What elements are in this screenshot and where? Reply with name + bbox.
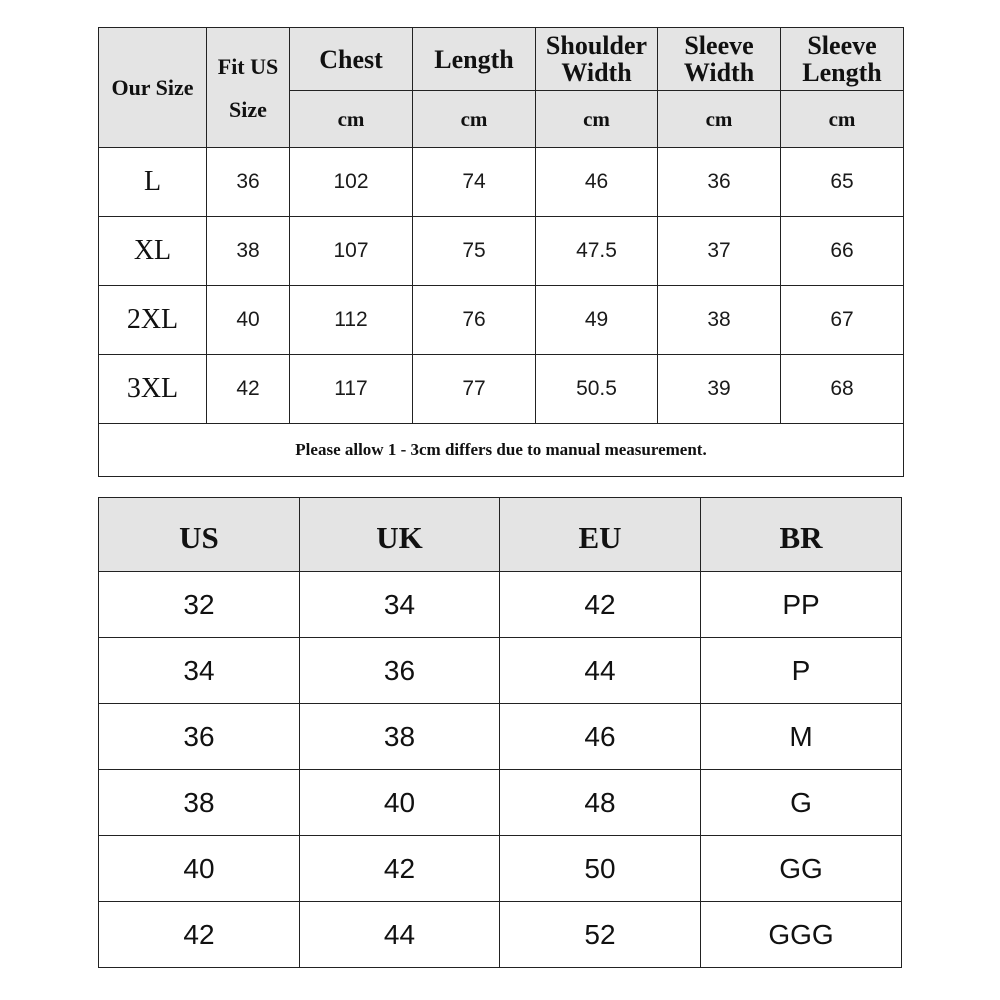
sleeve-width-value: 37 bbox=[658, 217, 781, 286]
br-value: GGG bbox=[701, 902, 902, 968]
sleeve-length-value: 67 bbox=[781, 286, 904, 355]
header-sleeve-length bbox=[781, 28, 904, 91]
fit-us-value: 36 bbox=[207, 148, 290, 217]
shoulder-value: 46 bbox=[536, 148, 658, 217]
header-length: Length bbox=[413, 28, 536, 91]
unit-sleeve-length: cm bbox=[781, 91, 904, 148]
uk-value: 44 bbox=[300, 902, 500, 968]
us-value: 40 bbox=[99, 836, 300, 902]
table-row bbox=[99, 355, 904, 424]
uk-value: 36 bbox=[300, 638, 500, 704]
chest-value: 112 bbox=[290, 286, 413, 355]
header-uk: UK bbox=[300, 498, 500, 572]
uk-value: 34 bbox=[300, 572, 500, 638]
eu-value: 48 bbox=[500, 770, 701, 836]
chest-value: 117 bbox=[290, 355, 413, 424]
table-row bbox=[99, 836, 902, 902]
header-fit-us-line1: Fit US bbox=[217, 53, 279, 79]
fit-us-value: 40 bbox=[207, 286, 290, 355]
header-shoulder-width bbox=[536, 28, 658, 91]
sleeve-length-value: 66 bbox=[781, 217, 904, 286]
measurement-note: Please allow 1 - 3cm differs due to manual measurement. bbox=[99, 424, 904, 477]
header-eu: EU bbox=[500, 498, 701, 572]
size-chart-table bbox=[98, 27, 904, 477]
table-row bbox=[99, 572, 902, 638]
table-row bbox=[99, 704, 902, 770]
size-chart-header-row bbox=[99, 28, 904, 91]
table-row bbox=[99, 770, 902, 836]
conversion-header-row bbox=[99, 498, 902, 572]
header-sleeve-length-line2: Length bbox=[802, 58, 882, 87]
shoulder-value: 47.5 bbox=[536, 217, 658, 286]
length-value: 77 bbox=[413, 355, 536, 424]
us-value: 42 bbox=[99, 902, 300, 968]
size-label: 3XL bbox=[99, 355, 207, 424]
uk-value: 40 bbox=[300, 770, 500, 836]
note-row bbox=[99, 424, 904, 477]
uk-value: 42 bbox=[300, 836, 500, 902]
size-label: L bbox=[99, 148, 207, 217]
size-conversion-table bbox=[98, 497, 902, 968]
table-row bbox=[99, 902, 902, 968]
br-value: GG bbox=[701, 836, 902, 902]
sleeve-width-value: 38 bbox=[658, 286, 781, 355]
sleeve-width-value: 36 bbox=[658, 148, 781, 217]
unit-chest: cm bbox=[290, 91, 413, 148]
size-label: XL bbox=[99, 217, 207, 286]
unit-length: cm bbox=[413, 91, 536, 148]
chest-value: 107 bbox=[290, 217, 413, 286]
br-value: P bbox=[701, 638, 902, 704]
eu-value: 52 bbox=[500, 902, 701, 968]
fit-us-value: 38 bbox=[207, 217, 290, 286]
header-br: BR bbox=[701, 498, 902, 572]
header-sleeve-width-line1: Sleeve bbox=[684, 31, 754, 60]
eu-value: 50 bbox=[500, 836, 701, 902]
length-value: 74 bbox=[413, 148, 536, 217]
br-value: G bbox=[701, 770, 902, 836]
br-value: M bbox=[701, 704, 902, 770]
eu-value: 42 bbox=[500, 572, 701, 638]
header-shoulder-line2: Width bbox=[561, 58, 632, 87]
eu-value: 46 bbox=[500, 704, 701, 770]
table-row bbox=[99, 217, 904, 286]
fit-us-value: 42 bbox=[207, 355, 290, 424]
us-value: 36 bbox=[99, 704, 300, 770]
header-us: US bbox=[99, 498, 300, 572]
us-value: 38 bbox=[99, 770, 300, 836]
header-sleeve-width bbox=[658, 28, 781, 91]
sleeve-length-value: 65 bbox=[781, 148, 904, 217]
eu-value: 44 bbox=[500, 638, 701, 704]
header-chest: Chest bbox=[290, 28, 413, 91]
shoulder-value: 50.5 bbox=[536, 355, 658, 424]
header-sleeve-length-line1: Sleeve bbox=[807, 31, 877, 60]
sleeve-width-value: 39 bbox=[658, 355, 781, 424]
uk-value: 38 bbox=[300, 704, 500, 770]
header-sleeve-width-line2: Width bbox=[683, 58, 755, 87]
sleeve-length-value: 68 bbox=[781, 355, 904, 424]
size-label: 2XL bbox=[99, 286, 207, 355]
us-value: 34 bbox=[99, 638, 300, 704]
unit-sleeve-width: cm bbox=[658, 91, 781, 148]
header-our-size: Our Size bbox=[99, 28, 207, 148]
length-value: 75 bbox=[413, 217, 536, 286]
header-fit-us-size bbox=[207, 28, 290, 148]
table-row bbox=[99, 148, 904, 217]
unit-shoulder-width: cm bbox=[536, 91, 658, 148]
table-row bbox=[99, 638, 902, 704]
shoulder-value: 49 bbox=[536, 286, 658, 355]
table-row bbox=[99, 286, 904, 355]
header-fit-us-line2: Size bbox=[229, 96, 267, 122]
chest-value: 102 bbox=[290, 148, 413, 217]
us-value: 32 bbox=[99, 572, 300, 638]
length-value: 76 bbox=[413, 286, 536, 355]
header-shoulder-line1: Shoulder bbox=[545, 31, 648, 60]
br-value: PP bbox=[701, 572, 902, 638]
